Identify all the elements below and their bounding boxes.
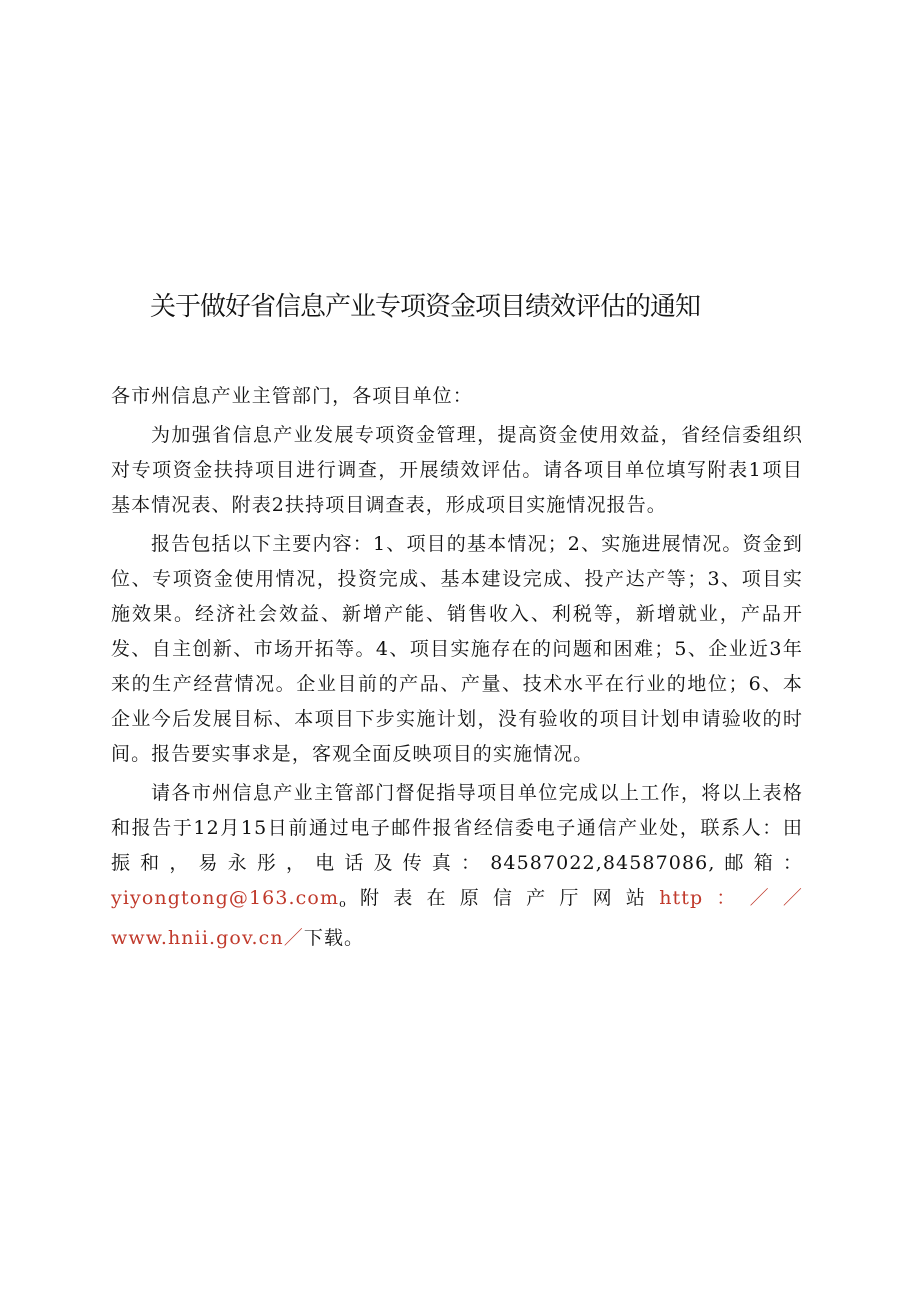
document-body <box>111 379 803 956</box>
paragraph-purpose: 为加强省信息产业发展专项资金管理，提高资金使用效益，省经信委组织对专项资金扶持项目进行调查，开展绩效评估。请各项目单位填写附表1项目基本情况表、附表2扶持项目调查表，形成项目实施情况报告。 <box>111 424 803 516</box>
instructions-text: 请各市州信息产业主管部门督促指导项目单位完成以上工作，将以上表格和报告于12月15日前通过电子邮件报省经信委电子通信产业处，联系人：田振和，易永彤，电话及传真：84587022,84587086,邮箱： <box>111 782 803 874</box>
email-address[interactable]: yiyongtong@163.com <box>111 887 340 909</box>
document-title: 关于做好省信息产业专项资金项目绩效评估的通知 <box>150 292 701 322</box>
attachment-note: 附表在原信产厅网站 <box>346 887 660 909</box>
website-link[interactable]: http：／／www.hnii.gov.cn／ <box>111 887 804 949</box>
paragraph-instructions <box>111 776 803 956</box>
email-suffix: o <box>339 897 347 910</box>
salutation: 各市州信息产业主管部门，各项目单位： <box>111 385 473 407</box>
closing-text: 下载。 <box>303 927 365 949</box>
paragraph-report-content: 报告包括以下主要内容：1、项目的基本情况；2、实施进展情况。资金到位、专项资金使用情况，投资完成、基本建设完成、投产达产等；3、项目实施效果。经济社会效益、新增产能、销售收入、利税等，新增就业，产品开发、自主创新、市场开拓等。4、项目实施存在的问题和困难；5、企业近3年来的生产经营情况。企业目前的产品、产量、技术水平在行业的地位；6、本企业今后发展目标、本项目下步实施计划，没有验收的项目计划申请验收的时间。报告要实事求是，客观全面反映项目的实施情况。 <box>111 533 803 765</box>
